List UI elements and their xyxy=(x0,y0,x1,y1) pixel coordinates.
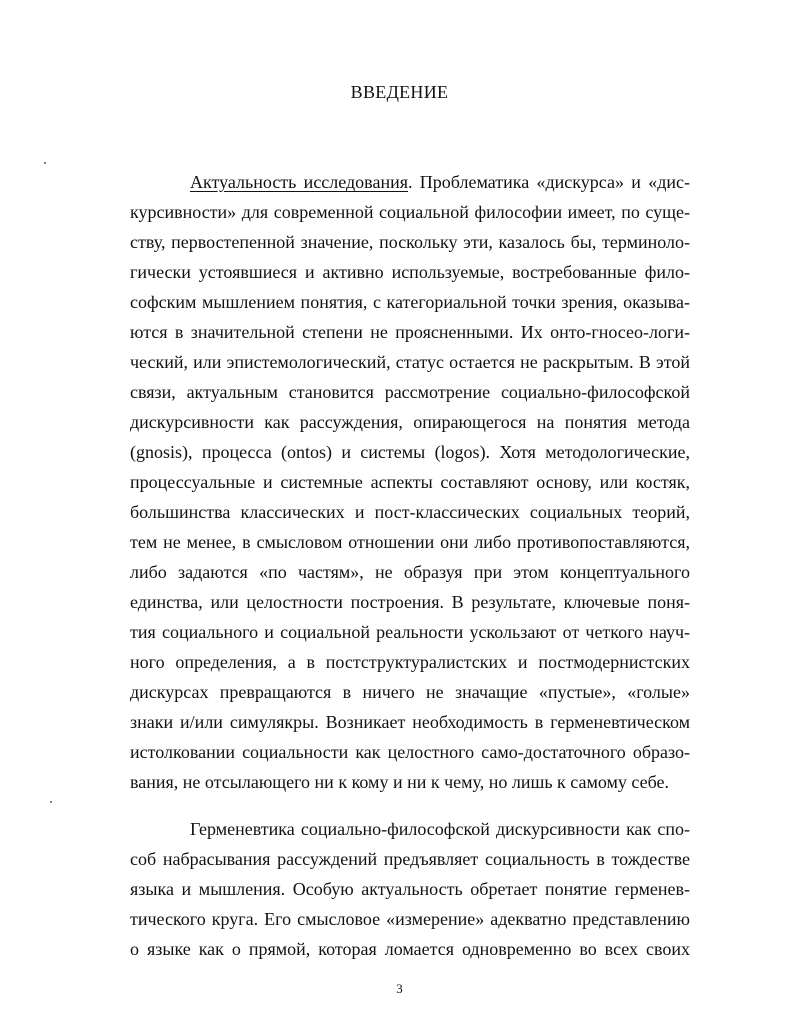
paragraph-line: единства, или целостности построения. В результате, ключевые поня- xyxy=(130,592,690,612)
paragraph-line: языка и мышления. Особую актуальность обретает понятие герменев- xyxy=(130,879,690,899)
paragraph-line: о языке как о прямой, которая ломается одновременно во всех своих xyxy=(130,939,690,959)
paragraph-line: ного определения, а в постструктуралистских и постмодернистских xyxy=(130,652,690,672)
paragraph-line: истолковании социальности как целостного само-достаточного образо- xyxy=(130,742,690,762)
paragraph-line: ются в значительной степени не проясненными. Их онто-гносео-логи- xyxy=(130,322,690,342)
scan-speck xyxy=(50,801,52,803)
page-number: 3 xyxy=(396,981,403,996)
paragraph-line: соб набрасывания рассуждений предъявляет социальность в тождестве xyxy=(130,849,690,869)
paragraph-line: тия социального и социальной реальности ускользают от четкого науч- xyxy=(130,622,690,642)
paragraph-line: софским мышлением понятия, с категориальной точки зрения, оказыва- xyxy=(130,292,690,312)
underlined-lead: Актуальность исследования xyxy=(190,172,408,192)
scan-speck xyxy=(44,162,46,164)
section-heading: ВВЕДЕНИЕ xyxy=(350,82,449,102)
paragraph-line: (gnosis), процесса (ontos) и системы (logos). Хотя методологические, xyxy=(130,442,690,462)
paragraph-line: гически устоявшиеся и активно используемые, востребованные фило- xyxy=(130,262,690,282)
paragraph-line: процессуальные и системные аспекты составляют основу, или костяк, xyxy=(130,472,690,492)
paragraph-line: дискурсах превращаются в ничего не значащие «пустые», «голые» xyxy=(130,682,690,702)
line-text: . Проблематика «дискурса» и «дис- xyxy=(407,172,690,192)
paragraph-line: дискурсивности как рассуждения, опирающегося на понятия метода xyxy=(130,412,690,432)
paragraph-line: курсивности» для современной социальной философии имеет, по суще- xyxy=(130,202,690,222)
paragraph-line: ству, первостепенной значение, поскольку эти, казалось бы, терминоло- xyxy=(130,232,690,252)
paragraph-line: тического круга. Его смысловое «измерение» адекватно представлению xyxy=(130,909,690,929)
paragraph-line: Герменевтика социально-философской дискурсивности как спо- xyxy=(190,819,690,839)
paragraph-line: связи, актуальным становится рассмотрение социально-философской xyxy=(130,382,690,402)
paragraph-line: вания, не отсылающего ни к кому и ни к чему, но лишь к самому себе. xyxy=(130,772,670,792)
paragraph-line: тем не менее, в смысловом отношении они либо противопоставляются, xyxy=(130,532,690,552)
paragraph-line: ческий, или эпистемологический, статус остается не раскрытым. В этой xyxy=(130,352,690,372)
paragraph-line: либо задаются «по частям», не образуя при этом концептуального xyxy=(130,562,690,582)
paragraph-line: большинства классических и пост-классических социальных теорий, xyxy=(130,502,690,522)
paragraph-line xyxy=(190,167,690,197)
paragraph-line: знаки и/или симулякры. Возникает необходимость в герменевтическом xyxy=(130,712,690,732)
